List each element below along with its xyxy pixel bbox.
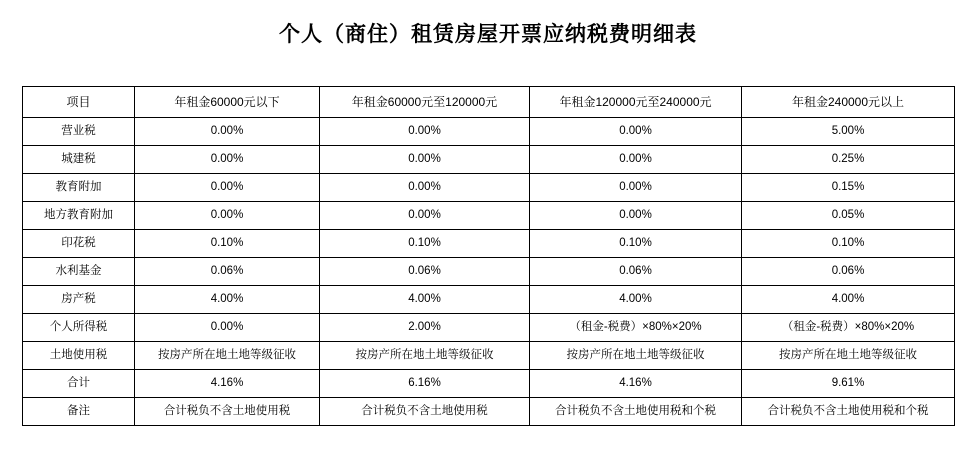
table-cell: 0.10% — [530, 230, 742, 258]
table-cell: 0.00% — [320, 202, 530, 230]
table-cell: 4.00% — [135, 286, 320, 314]
table-cell: 0.00% — [530, 118, 742, 146]
table-cell: 0.00% — [135, 314, 320, 342]
table-cell: 0.06% — [135, 258, 320, 286]
table-cell: 0.10% — [320, 230, 530, 258]
page-title: 个人（商住）租赁房屋开票应纳税费明细表 — [279, 21, 697, 46]
table-row — [23, 118, 955, 146]
table-cell: 4.16% — [135, 370, 320, 398]
table-cell: 2.00% — [320, 314, 530, 342]
tax-table-container — [22, 86, 954, 426]
table-row — [23, 342, 955, 370]
table-row — [23, 146, 955, 174]
table-cell: 0.00% — [530, 146, 742, 174]
row-label: 营业税 — [23, 118, 135, 146]
row-label: 地方教育附加 — [23, 202, 135, 230]
row-label: 房产税 — [23, 286, 135, 314]
table-cell: 0.00% — [320, 174, 530, 202]
table-cell: 4.00% — [530, 286, 742, 314]
table-cell: 9.61% — [742, 370, 955, 398]
table-cell: 0.00% — [320, 118, 530, 146]
table-cell: （租金-税费）×80%×20% — [742, 314, 955, 342]
table-cell: 0.25% — [742, 146, 955, 174]
row-label: 城建税 — [23, 146, 135, 174]
table-header-cell: 项目 — [23, 87, 135, 118]
row-label: 合计 — [23, 370, 135, 398]
table-header-cell: 年租金60000元以下 — [135, 87, 320, 118]
table-cell: 按房产所在地土地等级征收 — [135, 342, 320, 370]
table-cell: 0.06% — [320, 258, 530, 286]
table-cell: 合计税负不含土地使用税 — [320, 398, 530, 426]
table-cell: 0.00% — [135, 174, 320, 202]
table-cell: 按房产所在地土地等级征收 — [320, 342, 530, 370]
table-cell: 4.00% — [320, 286, 530, 314]
table-header-cell: 年租金240000元以上 — [742, 87, 955, 118]
table-cell: （租金-税费）×80%×20% — [530, 314, 742, 342]
table-row — [23, 314, 955, 342]
table-cell: 0.00% — [135, 118, 320, 146]
table-row — [23, 286, 955, 314]
row-label: 水利基金 — [23, 258, 135, 286]
table-cell: 0.00% — [530, 202, 742, 230]
table-cell: 5.00% — [742, 118, 955, 146]
table-cell: 6.16% — [320, 370, 530, 398]
table-row — [23, 258, 955, 286]
table-row — [23, 230, 955, 258]
row-label: 教育附加 — [23, 174, 135, 202]
table-row — [23, 370, 955, 398]
table-header-cell: 年租金60000元至120000元 — [320, 87, 530, 118]
table-cell: 0.06% — [742, 258, 955, 286]
row-label: 个人所得税 — [23, 314, 135, 342]
table-cell: 合计税负不含土地使用税和个税 — [530, 398, 742, 426]
table-header-cell: 年租金120000元至240000元 — [530, 87, 742, 118]
table-cell: 0.06% — [530, 258, 742, 286]
table-row — [23, 174, 955, 202]
table-cell: 0.05% — [742, 202, 955, 230]
table-cell: 0.10% — [135, 230, 320, 258]
table-header-row — [23, 87, 955, 118]
table-row — [23, 202, 955, 230]
tax-detail-table — [22, 86, 955, 426]
table-cell: 0.00% — [530, 174, 742, 202]
row-label: 印花税 — [23, 230, 135, 258]
table-cell: 0.10% — [742, 230, 955, 258]
table-cell: 合计税负不含土地使用税 — [135, 398, 320, 426]
row-label: 土地使用税 — [23, 342, 135, 370]
row-label: 备注 — [23, 398, 135, 426]
table-cell: 0.00% — [135, 146, 320, 174]
table-cell: 按房产所在地土地等级征收 — [742, 342, 955, 370]
table-row — [23, 398, 955, 426]
table-cell: 0.00% — [135, 202, 320, 230]
table-cell: 按房产所在地土地等级征收 — [530, 342, 742, 370]
table-cell: 4.00% — [742, 286, 955, 314]
table-cell: 4.16% — [530, 370, 742, 398]
table-cell: 合计税负不含土地使用税和个税 — [742, 398, 955, 426]
table-cell: 0.00% — [320, 146, 530, 174]
table-cell: 0.15% — [742, 174, 955, 202]
